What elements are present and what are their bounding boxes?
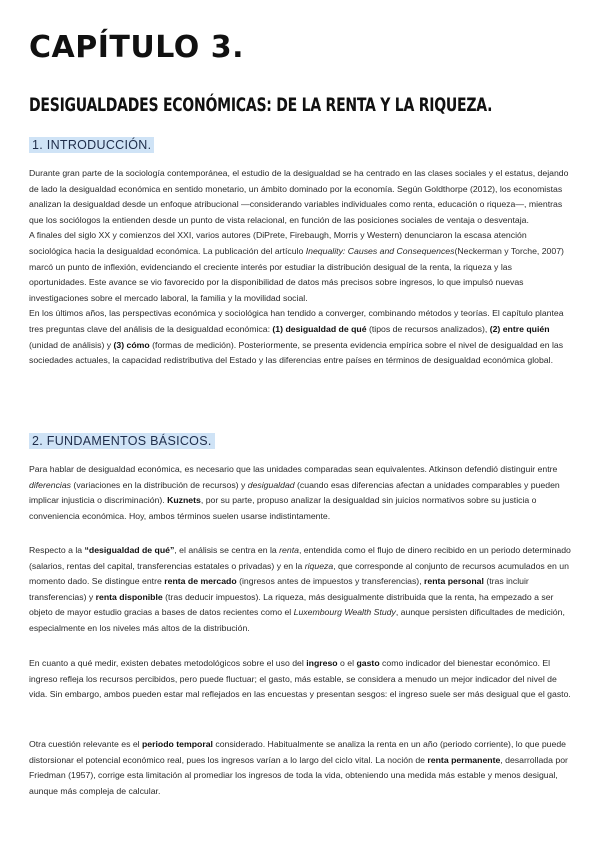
paragraph: Respecto a la “desigualdad de qué”, el análisis se centra en la renta, entendida como el flujo de dinero recibido en un periodo determinado (salarios, rentas del capital, transferencias estatales o privadas) y en la riqueza, que corresponde al conjunto de recursos acumulados en un momento dado. Se distingue entre renta de mercado (ingresos antes de impuestos y transferencias), renta personal (tras incluir transferencias) y renta disponible (tras deducir impuestos). La riqueza, más desigualmente distribuida que la renta, ha empezado a ser objeto de mayor estudio gracias a bases de datos recientes como el Luxembourg Wealth Study, aunque persisten dificultades de medición, especialmente en los niveles más altos de la distribución. [29,545,571,633]
paragraph: Durante gran parte de la sociología contemporánea, el estudio de la desigualdad se ha centrado en las clases sociales y el estatus, dejando de lado la desigualdad económica en sentido monetario, un ámbito dominado por la economía. Según Goldthorpe (2012), los economistas analizan la desigualdad desde un enfoque atribucional —considerando variables individuales como renta, educación o riqueza—, mientras que los sociólogos la entienden desde un punto de vista relacional, en función de las posiciones sociales de ventaja o desventaja. A finales del siglo XX y comienzos del XXI, varios autores (DiPrete, Firebaugh, Morris y Western) denunciaron la escasa atención sociológica hacia la desigualdad económica. La publicación del artículo Inequality: Causes and Consequences(Neckerman y Torche, 2007) marcó un punto de inflexión, evidenciando el creciente interés por estudiar la distribución desigual de la renta, la riqueza y las oportunidades. Este avance se vio favorecido por la disponibilidad de datos más precisos sobre ingresos, lo que impulsó nuevas investigaciones sobre el mercado laboral, la familia y la movilidad social. En los últimos años, las perspectivas económica y sociológica han tendido a converger, combinando métodos y teorías. El capítulo plantea tres preguntas clave del análisis de la desigualdad económica: (1) desigualdad de qué (tipos de recursos analizados), (2) entre quién (unidad de análisis) y (3) cómo (formas de medición). Posteriormente, se presenta evidencia empírica sobre el nivel de desigualdad en las sociedades actuales, la capacidad redistributiva del Estado y las diferencias entre países en términos de desigualdad económica global. [29,168,569,366]
paragraph: Para hablar de desigualdad económica, es necesario que las unidades comparadas sean equivalentes. Atkinson defendió distinguir entre diferencias (variaciones en la distribución de recursos) y desigualdad (cuando esas diferencias afectan a unidades comparables y pueden implicar injusticia o discriminación). Kuznets, por su parte, propuso analizar la desigualdad sin juicios normativos sobre su justicia o conveniencia económica. Hoy, ambos términos suelen usarse indistintamente. [29,464,560,521]
paragraph: En cuanto a qué medir, existen debates metodológicos sobre el uso del ingreso o el gasto como indicador del bienestar económico. El ingreso refleja los recursos percibidos, pero puede fluctuar; el gasto, más estable, se considera a menudo un mejor indicador del nivel de vida. Sin embargo, ambos pueden estar mal reflejados en las encuestas y presentan sesgos: el ingreso suele ser más desigual que el gasto. [29,658,571,700]
chapter-subtitle: DESIGUALDADES ECONÓMICAS: DE LA RENTA Y LA RIQUEZA. [29,94,493,116]
section-heading-fundamentos: 2. FUNDAMENTOS BÁSICOS. [29,434,215,448]
section-heading-introduccion: 1. INTRODUCCIÓN. [29,138,154,152]
chapter-title: CAPÍTULO 3. [29,30,244,65]
paragraph: Otra cuestión relevante es el periodo temporal considerado. Habitualmente se analiza la renta en un año (periodo corriente), lo que puede distorsionar el potencial económico real, pues los ingresos varían a lo largo del ciclo vital. La noción de renta permanente, desarrollada por Friedman (1957), corrige esta limitación al promediar los ingresos de toda la vida, obteniendo una medida más estable y menos desigual, aunque más compleja de calcular. [29,739,568,796]
